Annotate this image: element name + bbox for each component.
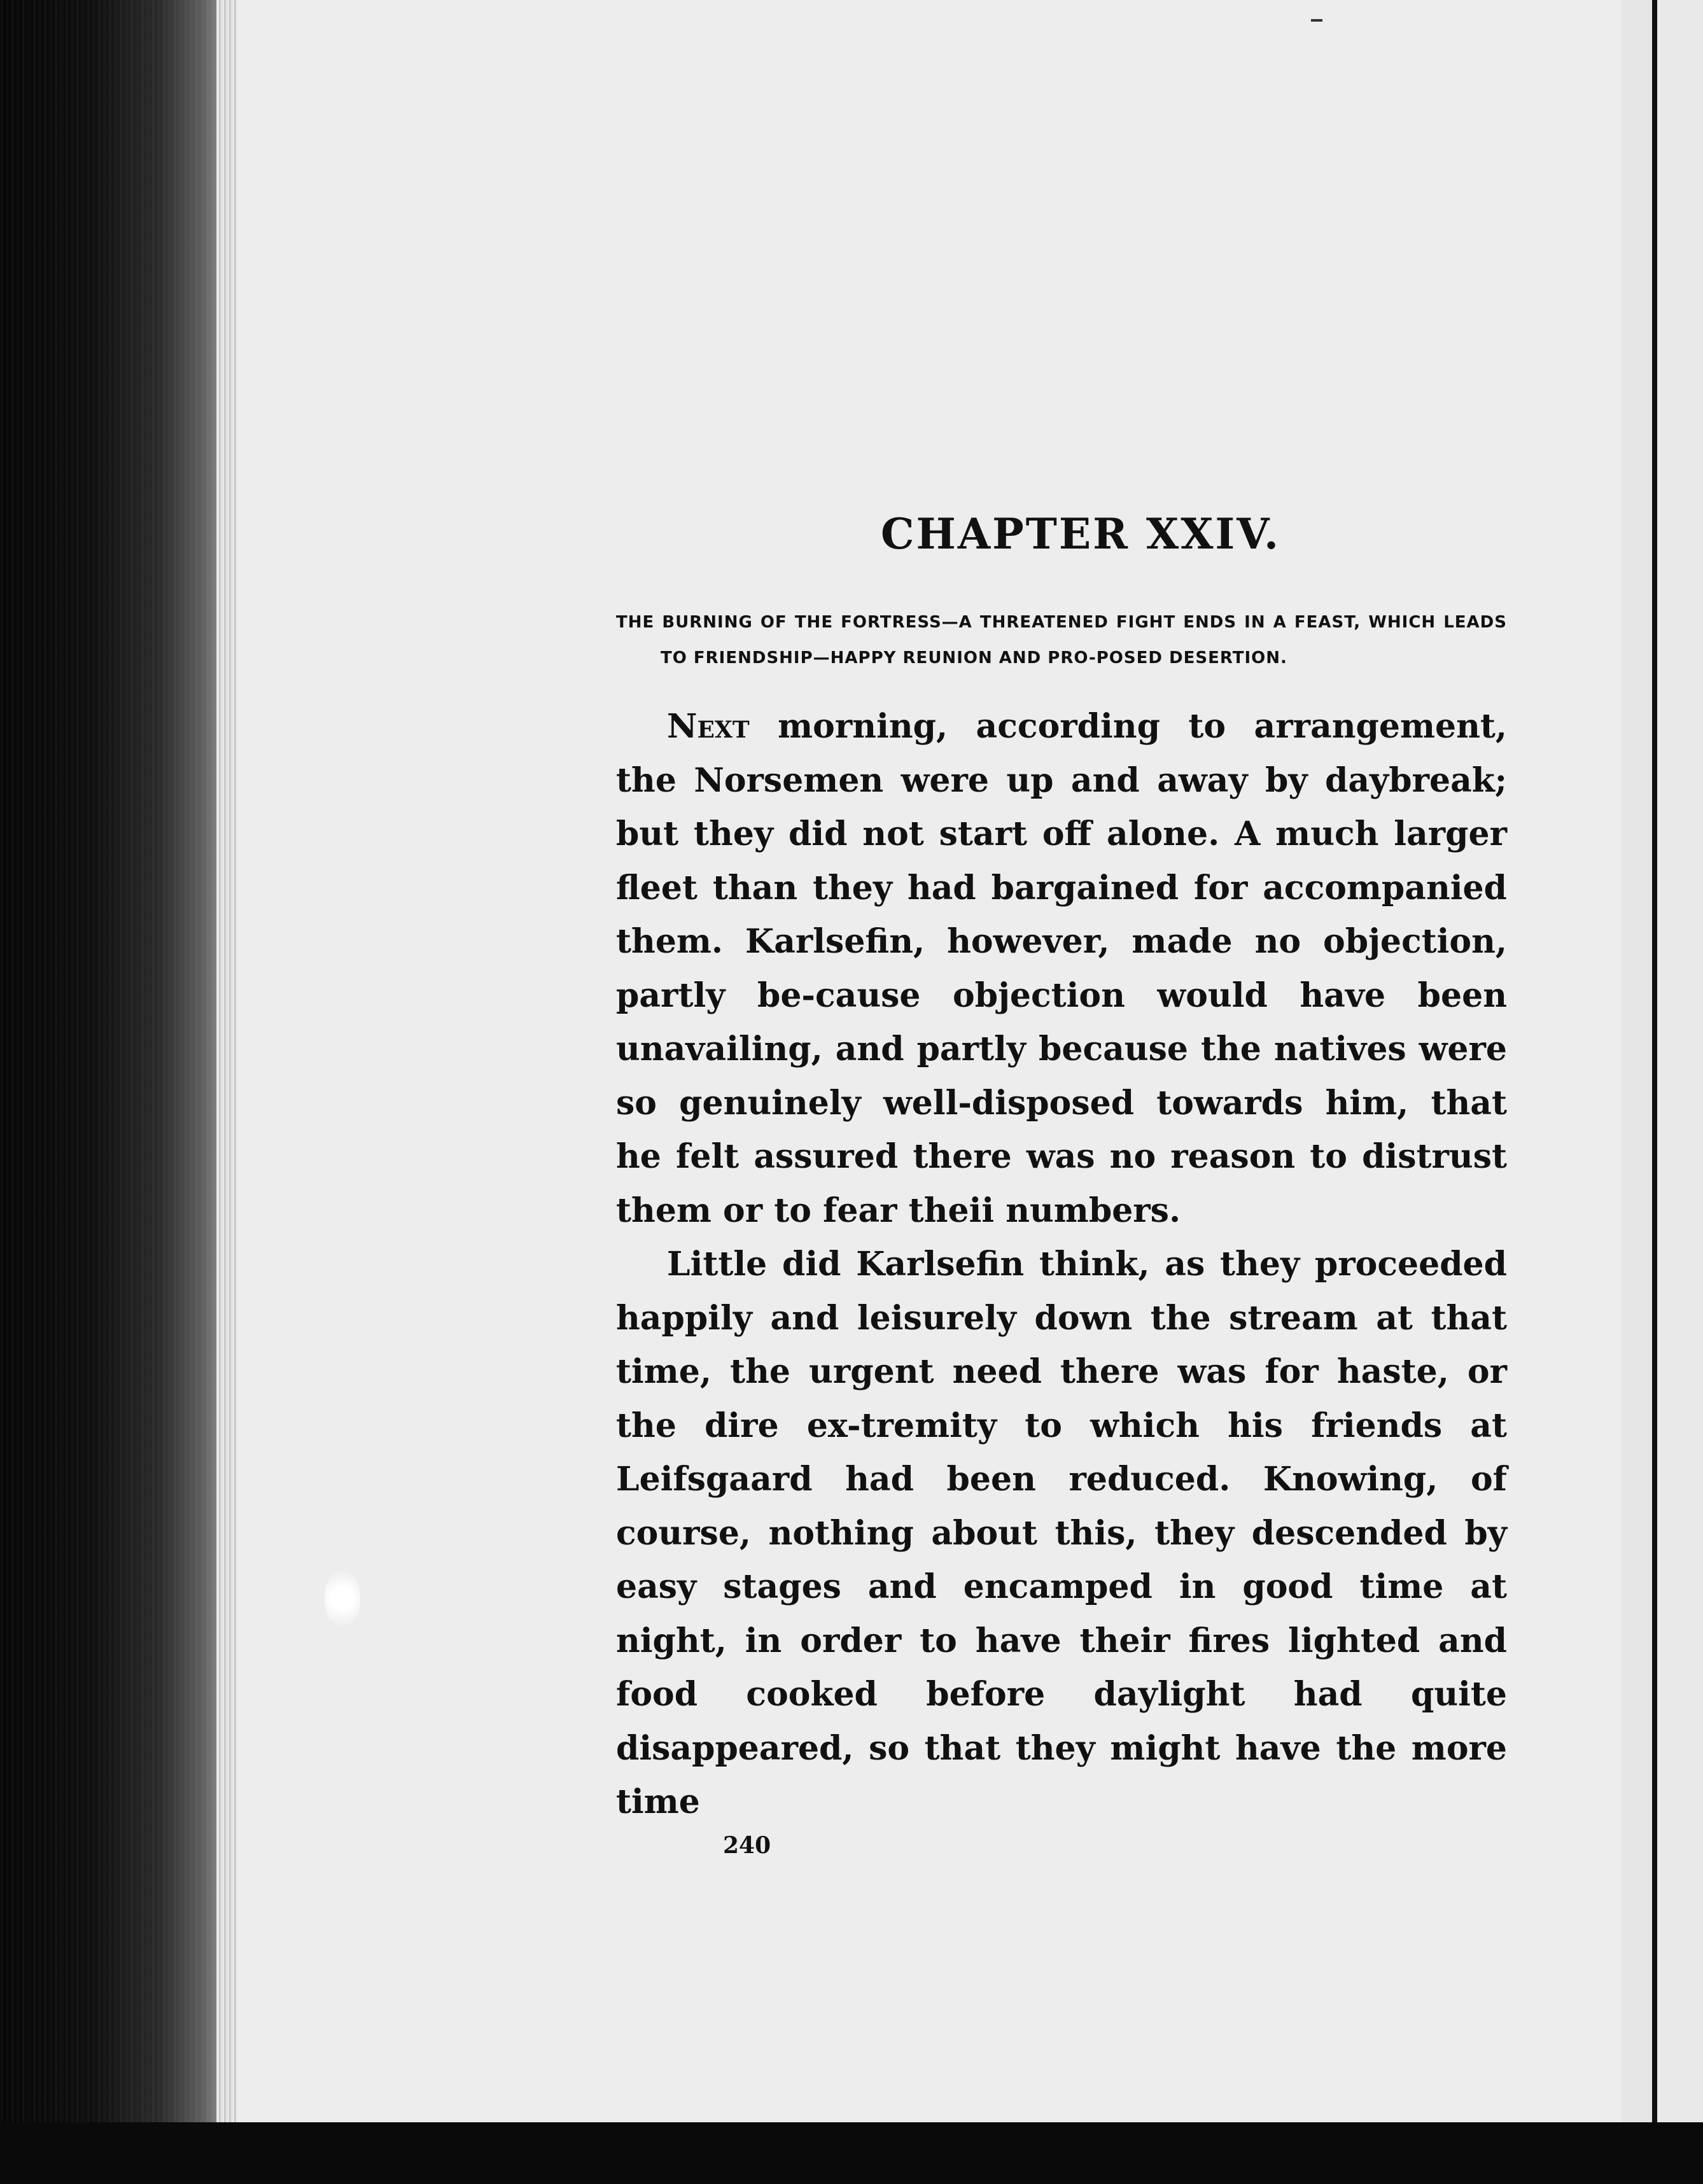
paper-blemish — [325, 1572, 360, 1625]
paragraph-lead-word: Next — [667, 707, 750, 746]
adjacent-page-strip — [1657, 0, 1703, 2122]
scan-bottom-edge — [0, 2122, 1703, 2184]
page-number: 240 — [723, 1831, 771, 1859]
right-margin — [1622, 0, 1652, 2122]
book-gutter — [0, 0, 229, 2184]
page-content — [616, 509, 1507, 1859]
right-border-rule — [1652, 0, 1657, 2122]
chapter-synopsis: THE BURNING OF THE FORTRESS—A THREATENED FIGHT ENDS IN A FEAST, WHICH LEADS TO FRIENDSHIP—HAPPY REUNION AND PRO-POSED DESERTION. — [616, 613, 1507, 668]
scan-mark — [1311, 19, 1322, 22]
body-paragraph — [616, 1238, 1507, 1830]
chapter-title: CHAPTER XXIV. — [881, 509, 1280, 559]
paragraph-text: morning, according to arrangement, the Norsemen were up and away by daybreak; but they did not start off alone. A much larger fleet than they had bargained for accompanied them. Karlsefin, however, made no objection, partly be-cause objection would have been unavailing, and partly because the natives were so genuinely well-disposed towards him, that he felt assured there was no reason to distrust them or to fear theii numbers. — [616, 707, 1507, 1230]
body-paragraph — [616, 700, 1507, 1238]
paragraph-text: Little did Karlsefin think, as they proceeded happily and leisurely down the stream at that time, the urgent need there was for haste, or the dire ex-tremity to which his friends at Leifsgaard had been reduced. Knowing, of course, nothing about this, they descended by easy stages and encamped in good time at night, in order to have their fires lighted and food cooked before daylight had quite disappeared, so that they might have the more time — [616, 1245, 1507, 1821]
